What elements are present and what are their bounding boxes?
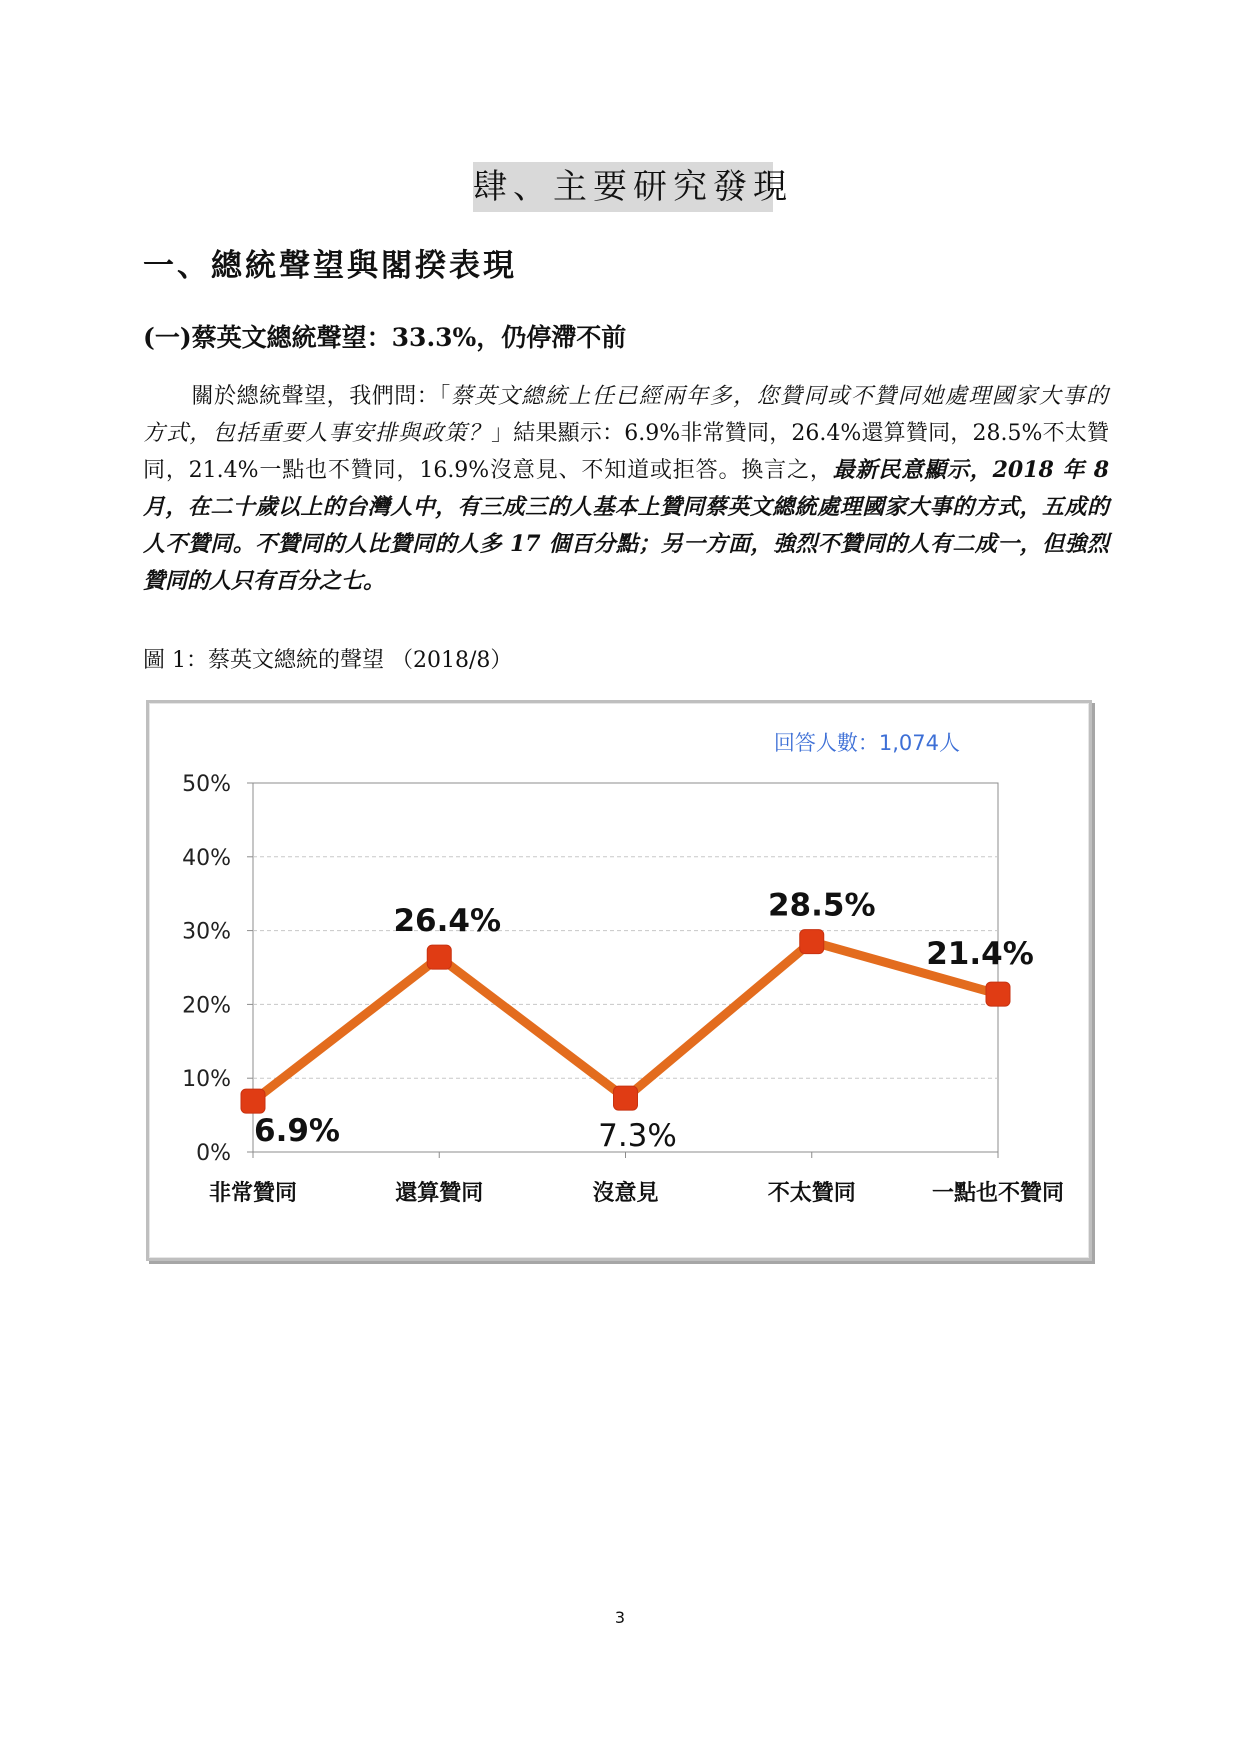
respondent-count-annotation: 回答人數：1,074人 [773,731,960,755]
data-point-marker [614,1086,638,1110]
chart-frame [146,700,1092,1261]
x-category-label: 還算贊同 [395,1181,484,1206]
y-tick-label: 50% [182,772,231,797]
data-point-marker [800,930,824,954]
paragraph-emphasis: 最新民意顯示，2018 年 8 月，在二十歲以上的台灣人中，有三成三的人基本上贊同蔡英文總統處理國家大事的方式，五成的人不贊同。不贊同的人比贊同的人多 17 個百分點；另一方面，強烈不贊同的人有二成一，但強烈贊同的人只有百分之七。 [143,457,1110,594]
data-label: 28.5% [767,887,876,924]
y-tick-label: 40% [182,845,231,871]
data-point-marker [427,945,451,969]
y-tick-label: 0% [196,1141,231,1166]
x-category-label: 不太贊同 [767,1181,856,1206]
approval-line-chart [149,703,1089,1258]
figure-caption: 圖 1：蔡英文總統的聲望 （2018/8） [143,648,513,673]
paragraph-intro: 關於總統聲望，我們問：「 [191,384,451,409]
data-label: 6.9% [254,1113,340,1150]
data-label: 21.4% [926,936,1034,973]
page-number: 3 [614,1608,626,1627]
y-tick-label: 30% [182,919,231,945]
data-point-marker [241,1089,265,1113]
x-category-label: 非常贊同 [208,1181,298,1206]
body-paragraph [143,378,1109,600]
paragraph-results: 」結果顯示：6.9%非常贊同，26.4%還算贊同，28.5%不太贊同，21.4%一點也不贊同，16.9%沒意見、不知道或拒答。換言之， [143,421,1109,483]
survey-question-quote: 蔡英文總統上任已經兩年多，您贊同或不贊同她處理國家大事的方式，包括重要人事安排與政策？ [143,384,1109,446]
y-tick-label: 10% [182,1067,231,1093]
section-heading: 一、總統聲望與閣揆表現 [143,248,517,284]
data-point-marker [986,982,1010,1006]
sub-heading: (一)蔡英文總統聲望：33.3%，仍停滯不前 [143,323,627,352]
y-tick-label: 20% [182,993,231,1019]
data-label: 7.3% [598,1118,677,1155]
x-category-label: 一點也不贊同 [931,1181,1065,1206]
x-category-label: 沒意見 [592,1181,659,1206]
data-label: 26.4% [393,903,502,940]
chapter-title: 肆、主要研究發現 [473,162,773,212]
